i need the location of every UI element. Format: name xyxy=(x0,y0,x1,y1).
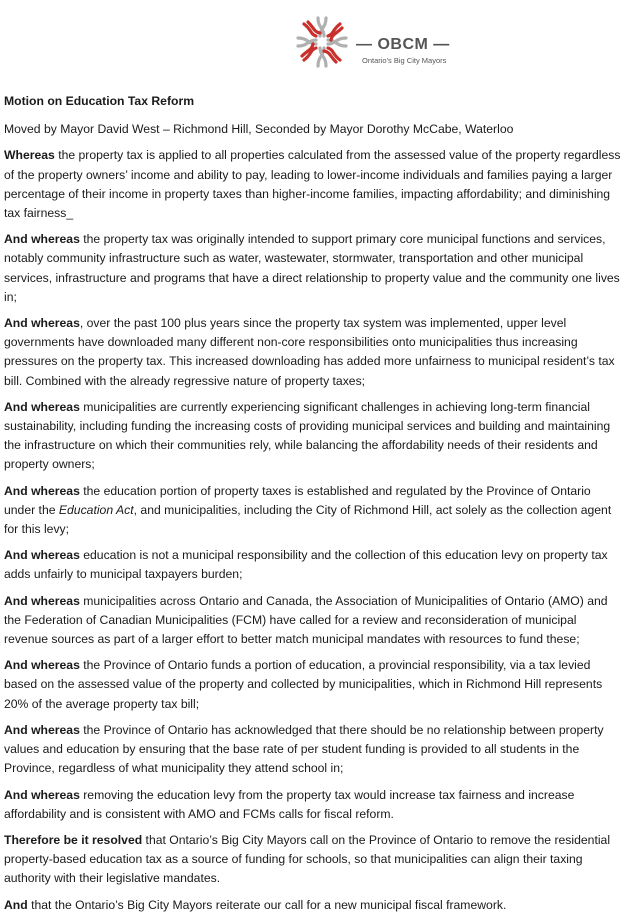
clause xyxy=(4,230,622,307)
motion-title: Motion on Education Tax Reform xyxy=(4,94,195,108)
clause-text: the property tax was originally intended to support primary core municipal functions and services, notably community infrastructure such as water, wastewater, stormwater, transportation and other municipal services, infrastructure and programs that have a direct relationship to property value and the community one lives in; xyxy=(4,232,620,304)
clause-text: education is not a municipal responsibility and the collection of this education levy on property tax adds unfairly to municipal taxpayers burden; xyxy=(4,548,608,582)
clause xyxy=(4,146,622,223)
clause-lead: And whereas xyxy=(4,399,80,414)
clause-text: , and municipalities, including the City of Richmond Hill, act solely as the collection agent for this levy; xyxy=(4,502,612,537)
clause-lead: And whereas xyxy=(4,548,80,563)
clause-text: removing the education levy from the property tax would increase tax fairness and increase affordability and is consistent with AMO and FCMs calls for fiscal reform. xyxy=(4,787,575,821)
obcm-logo xyxy=(294,14,474,70)
obcm-star-icon xyxy=(294,14,350,70)
clause-lead: Therefore be it resolved xyxy=(4,832,143,847)
clause xyxy=(4,398,622,475)
clause-text: that Ontario’s Big City Mayors call on the Province of Ontario to remove the residential property-based education tax as a source of funding for schools, so that municipalities can align their taxing authority with their legislative mandates. xyxy=(4,832,611,886)
clause xyxy=(4,592,622,650)
clause-text: municipalities across Ontario and Canada, the Association of Municipalities of Ontario (AMO) and the Federation of Canadian Municipalities (FCM) have called for a review and reconsideration of municipal revenue sources as part of a larger effort to better match municipal mandates with resources to fund these; xyxy=(4,593,608,647)
clause-lead: And whereas xyxy=(4,232,80,247)
clause-text: , over the past 100 plus years since the property tax system was implemented, upper level governments have downloaded many different non-core responsibilities onto municipalities thus increasing pressures on the property tax. This increased downloading has added more unfairness to municipal resident’s tax bill. Combined with the already regressive nature of property taxes; xyxy=(4,316,615,388)
clause-lead: And xyxy=(4,897,28,912)
clause-lead: And whereas xyxy=(4,722,80,737)
clause-text: municipalities are currently experiencing significant challenges in achieving long-term financial sustainability, including funding the increasing costs of providing municipal services and building and maintaining the infrastructure on which their communities rely, while balancing the affordability needs of their residents and property owners; xyxy=(4,399,611,472)
clause xyxy=(4,721,622,779)
clause-text: the education portion of property taxes is established and regulated by the Province of Ontario under the xyxy=(4,483,591,517)
clause-lead: And whereas xyxy=(4,658,80,673)
resolution-clause xyxy=(4,896,622,915)
clause-text: that the Ontario’s Big City Mayors reiterate our call for a new municipal fiscal framework. xyxy=(27,897,507,912)
clause-text: the Province of Ontario has acknowledged that there should be no relationship between property values and education by ensuring that the base rate of per student funding is provided to all students in the Province, regardless of what municipality they attend school in; xyxy=(4,722,604,776)
clause-lead: And whereas xyxy=(4,787,80,802)
resolution-clause xyxy=(4,831,622,889)
logo-subtitle: Ontario's Big City Mayors xyxy=(362,56,447,65)
clause-lead: And whereas xyxy=(4,593,80,608)
clause-text: the property tax is applied to all properties calculated from the assessed value of the property regardless of the property owners’ income and ability to pay, leading to lower-income individuals and families paying a larger percentage of their income in property taxes than higher-income families, impacting affordability; and diminishing tax fairness_ xyxy=(4,148,621,221)
clause xyxy=(4,786,622,824)
moved-by-line: Moved by Mayor David West – Richmond Hill, Seconded by Mayor Dorothy McCabe, Waterloo xyxy=(4,122,514,137)
clause-italic: Education Act xyxy=(58,502,134,517)
clause xyxy=(4,314,622,391)
logo-wordmark: — OBCM — xyxy=(356,36,450,53)
clause-lead: And whereas xyxy=(4,316,80,331)
clause-text: the Province of Ontario funds a portion of education, a provincial responsibility, via a tax levied based on the assessed value of the property and collected by municipalities, which in Richmond Hill represents 20% of the average property tax bill; xyxy=(4,658,603,711)
clause-lead: Whereas xyxy=(4,148,55,163)
clause xyxy=(4,656,622,714)
clause xyxy=(4,482,622,540)
clause xyxy=(4,546,622,584)
clause-lead: And whereas xyxy=(4,483,80,498)
motion-document xyxy=(4,92,622,922)
